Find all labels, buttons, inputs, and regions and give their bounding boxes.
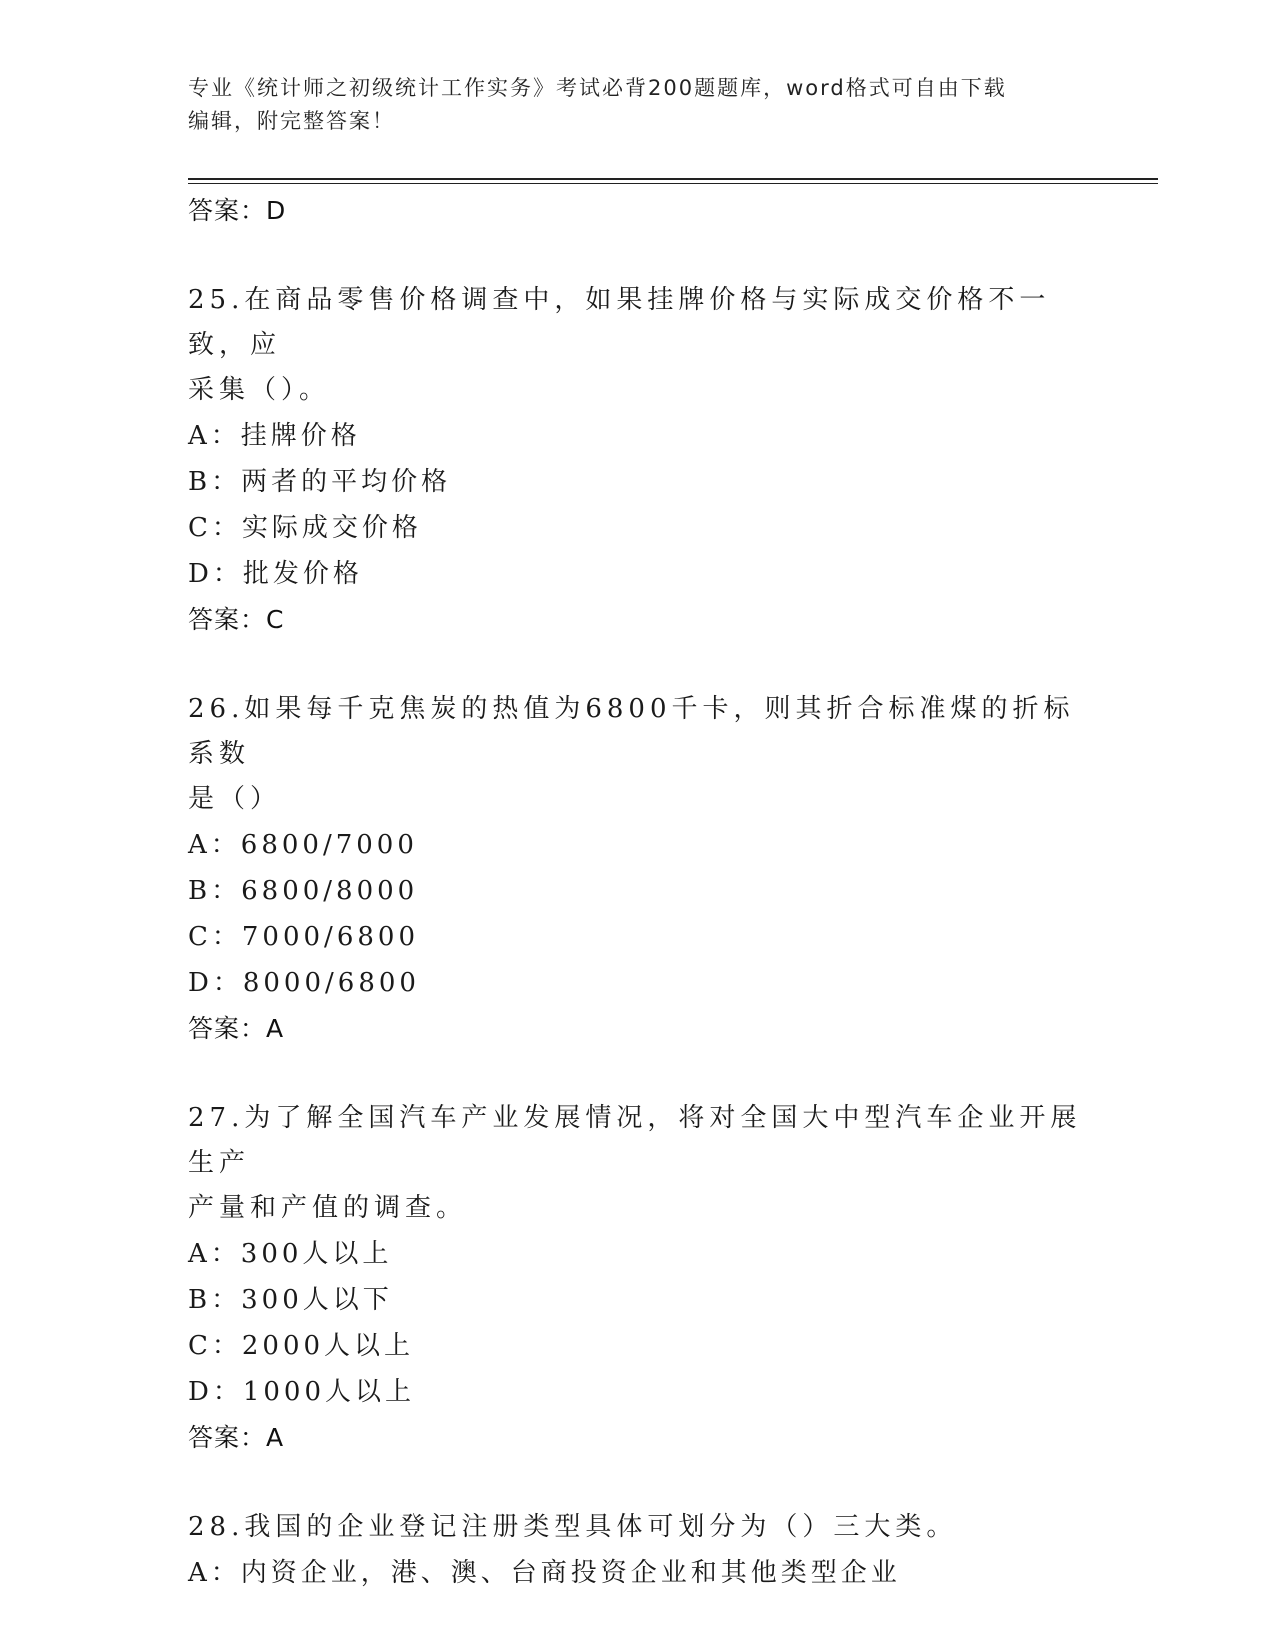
answer: 答案：A	[188, 1014, 285, 1043]
header-rule-thin	[188, 183, 1158, 184]
question-27	[188, 1096, 1088, 1461]
option-c: C：2000人以上	[188, 1331, 415, 1361]
question-text-line-2: 产量和产值的调查。	[188, 1193, 468, 1223]
option-a: A：挂牌价格	[188, 421, 361, 451]
option-b: B：两者的平均价格	[188, 467, 452, 497]
previous-answer: 答案：D	[188, 196, 287, 225]
question-text-line-2: 采集（）。	[188, 375, 331, 405]
option-c: C：7000/6800	[188, 922, 419, 952]
option-c: C：实际成交价格	[188, 513, 422, 543]
answer: 答案：C	[188, 605, 285, 634]
option-d: D：批发价格	[188, 559, 363, 589]
header-title-line-2: 编辑，附完整答案！	[188, 109, 395, 133]
question-text-line-1: 27.为了解全国汽车产业发展情况，将对全国大中型汽车企业开展生产	[188, 1103, 1082, 1178]
question-text-line-1: 28.我国的企业登记注册类型具体可划分为（）三大类。	[188, 1512, 958, 1542]
option-a: A：300人以上	[188, 1239, 393, 1269]
question-text-line-1: 26.如果每千克焦炭的热值为6800千卡，则其折合标准煤的折标系数	[188, 694, 1075, 769]
question-25	[188, 278, 1088, 643]
question-26	[188, 687, 1088, 1052]
question-text-line-2: 是（）	[188, 784, 282, 814]
question-28	[188, 1505, 1088, 1596]
question-list	[188, 188, 1088, 1596]
option-d: D：8000/6800	[188, 968, 420, 998]
option-b: B：6800/8000	[188, 876, 419, 906]
header-title-line-1: 专业《统计师之初级统计工作实务》考试必背200题题库，word格式可自由下载	[188, 76, 1007, 100]
question-text-line-1: 25.在商品零售价格调查中，如果挂牌价格与实际成交价格不一致，应	[188, 285, 1051, 360]
document-header	[188, 72, 1088, 138]
option-b: B：300人以下	[188, 1285, 393, 1315]
option-d: D：1000人以上	[188, 1377, 416, 1407]
answer: 答案：A	[188, 1423, 285, 1452]
option-a: A：内资企业，港、澳、台商投资企业和其他类型企业	[188, 1558, 901, 1588]
option-a: A：6800/7000	[188, 830, 418, 860]
header-rule-thick	[188, 178, 1158, 180]
